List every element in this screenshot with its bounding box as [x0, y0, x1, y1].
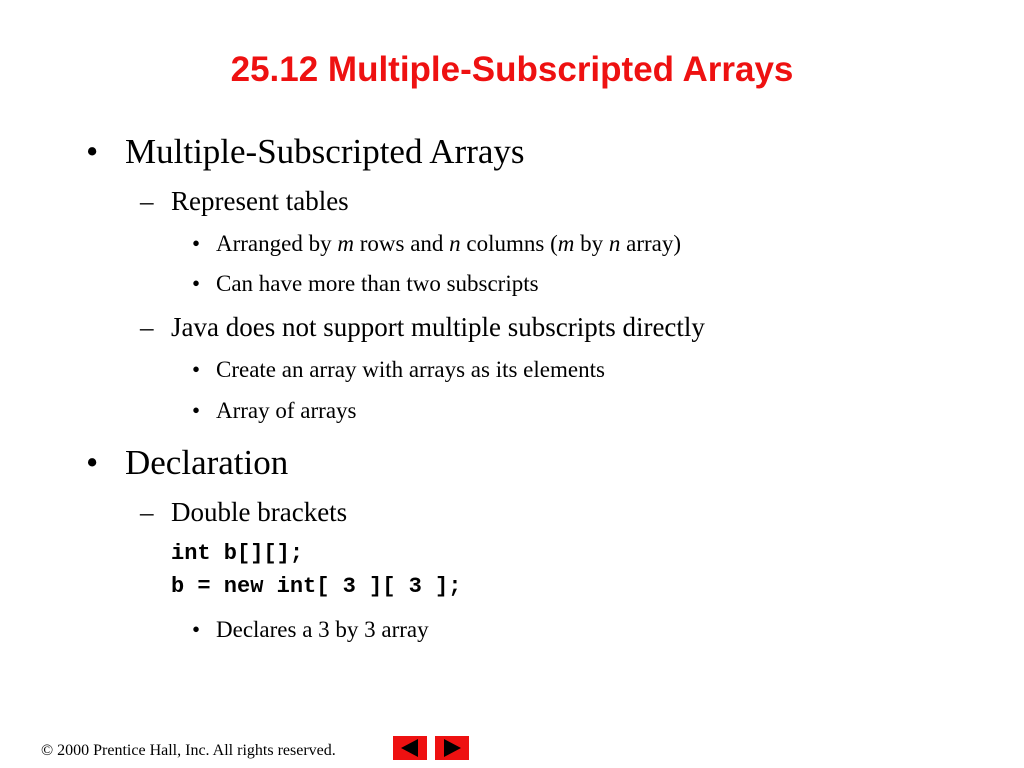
copyright-footer: © 2000 Prentice Hall, Inc. All rights reserved.: [41, 742, 336, 759]
code-line-allocate: b = new int[ 3 ][ 3 ];: [171, 574, 462, 599]
bullet-more-than-two-subscripts: Can have more than two subscripts: [216, 271, 539, 296]
bullet-java-no-multiple-subscripts: Java does not support multiple subscripts directly: [171, 312, 705, 342]
code-line-declare: int b[][];: [171, 541, 304, 566]
bullet-arranged-by: Arranged by m rows and n columns (m by n array): [216, 231, 682, 256]
next-slide-button[interactable]: [435, 736, 469, 760]
bullet-declares-3-by-3: Declares a 3 by 3 array: [216, 617, 429, 642]
previous-slide-button[interactable]: [393, 736, 427, 760]
dash-marker: –: [140, 186, 154, 216]
bullet-marker: •: [86, 132, 99, 171]
bullet-array-of-arrays: Array of arrays: [216, 398, 357, 423]
bullet-array-with-arrays: Create an array with arrays as its elements: [216, 357, 605, 382]
bullet-declaration: Declaration: [125, 443, 289, 482]
bullet-marker: •: [86, 443, 99, 482]
dash-marker: –: [140, 312, 154, 342]
bullet-marker: •: [192, 617, 201, 642]
dash-marker: –: [140, 497, 154, 527]
right-arrow-icon: [435, 736, 469, 760]
bullet-marker: •: [192, 231, 201, 256]
slide-title: 25.12 Multiple-Subscripted Arrays: [230, 50, 794, 89]
bullet-represent-tables: Represent tables: [171, 186, 349, 216]
bullet-multiple-subscripted-arrays: Multiple-Subscripted Arrays: [125, 132, 525, 171]
left-arrow-icon: [393, 736, 427, 760]
bullet-marker: •: [192, 357, 201, 382]
bullet-marker: •: [192, 398, 201, 423]
bullet-marker: •: [192, 271, 201, 296]
bullet-double-brackets: Double brackets: [171, 497, 348, 527]
